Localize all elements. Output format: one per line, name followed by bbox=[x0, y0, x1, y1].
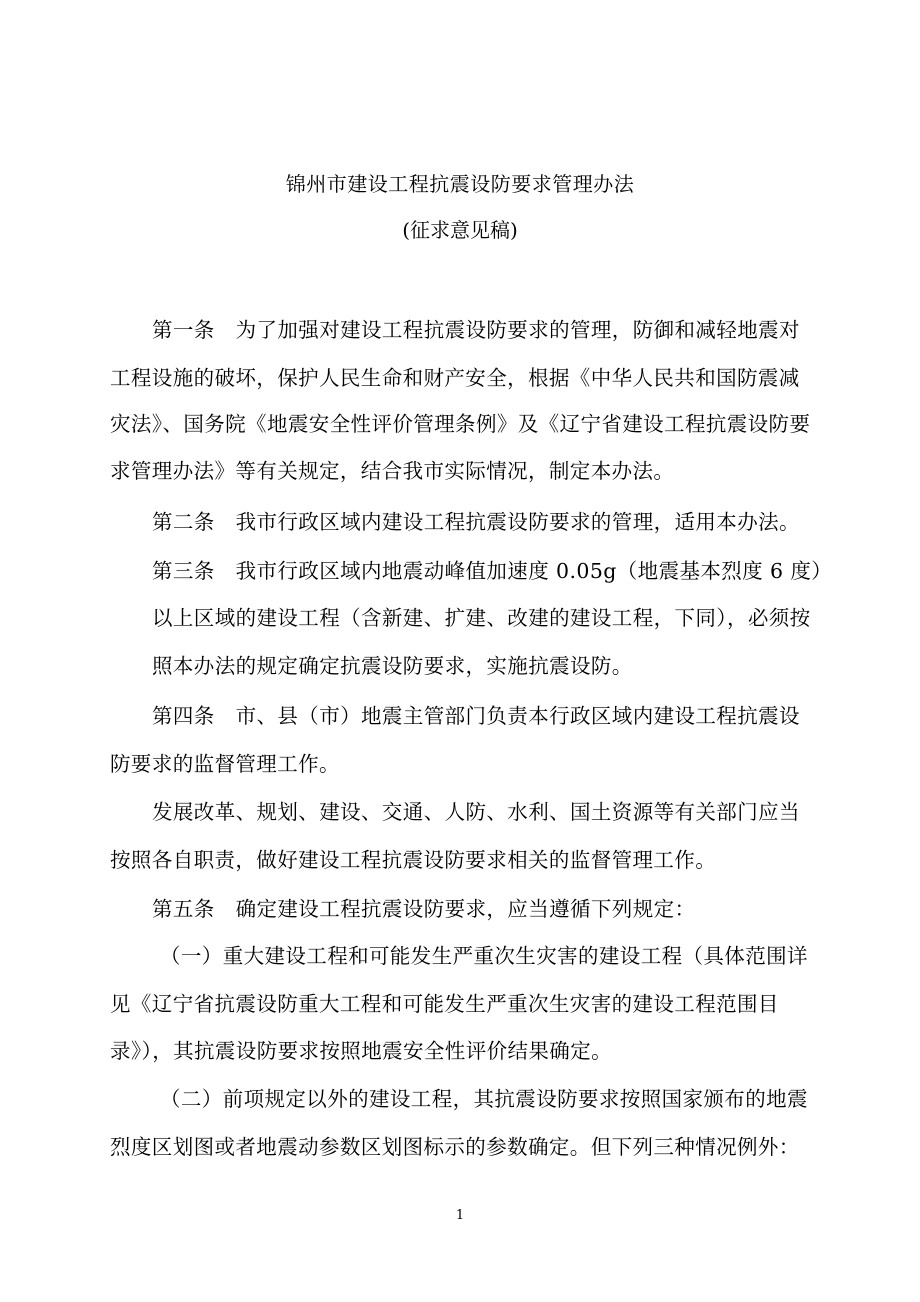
paragraph-line: 按照各自职责，做好建设工程抗震设防要求相关的监督管理工作。 bbox=[110, 848, 717, 872]
paragraph-line: 以上区域的建设工程（含新建、扩建、改建的建设工程，下同），必须按 bbox=[152, 606, 811, 630]
document-title: 锦州市建设工程抗震设防要求管理办法 bbox=[285, 172, 635, 196]
paragraph-line: 第四条 市、县（市）地震主管部门负责本行政区域内建设工程抗震设 bbox=[152, 704, 800, 728]
document-subtitle: (征求意见稿) bbox=[402, 218, 518, 242]
paragraph-line: 发展改革、规划、建设、交通、人防、水利、国土资源等有关部门应当 bbox=[152, 800, 800, 824]
paragraph-line: 第五条 确定建设工程抗震设防要求，应当遵循下列规定： bbox=[152, 897, 696, 921]
paragraph-line: 见《辽宁省抗震设防重大工程和可能发生严重次生灾害的建设工程范围目 bbox=[110, 992, 779, 1016]
paragraph-line: （二）前项规定以外的建设工程，其抗震设防要求按照国家颁布的地震 bbox=[160, 1087, 808, 1111]
paragraph-line: 求管理办法》等有关规定，结合我市实际情况，制定本办法。 bbox=[110, 459, 675, 483]
paragraph-line: 录》），其抗震设防要求按照地震安全性评价结果确定。 bbox=[110, 1039, 612, 1063]
paragraph-line: 烈度区划图或者地震动参数区划图标示的参数确定。但下列三种情况例外： bbox=[110, 1135, 800, 1159]
paragraph-line: （一）重大建设工程和可能发生严重次生灾害的建设工程（具体范围详 bbox=[160, 944, 808, 968]
paragraph-line: 防要求的监督管理工作。 bbox=[110, 752, 340, 776]
paragraph-line: 灾法》、国务院《地震安全性评价管理条例》及《辽宁省建设工程抗震设防要 bbox=[110, 412, 811, 436]
page-number: 1 bbox=[455, 1208, 465, 1223]
paragraph-line: 第三条 我市行政区域内地震动峰值加速度 0.05g（地震基本烈度 6 度） bbox=[152, 559, 833, 583]
paragraph-line: 第二条 我市行政区域内建设工程抗震设防要求的管理，适用本办法。 bbox=[152, 510, 800, 534]
paragraph-line: 照本办法的规定确定抗震设防要求，实施抗震设防。 bbox=[152, 654, 633, 678]
paragraph-line: 工程设施的破坏，保护人民生命和财产安全，根据《中华人民共和国防震减 bbox=[110, 366, 800, 390]
paragraph-line: 第一条 为了加强对建设工程抗震设防要求的管理，防御和减轻地震对 bbox=[152, 318, 800, 342]
